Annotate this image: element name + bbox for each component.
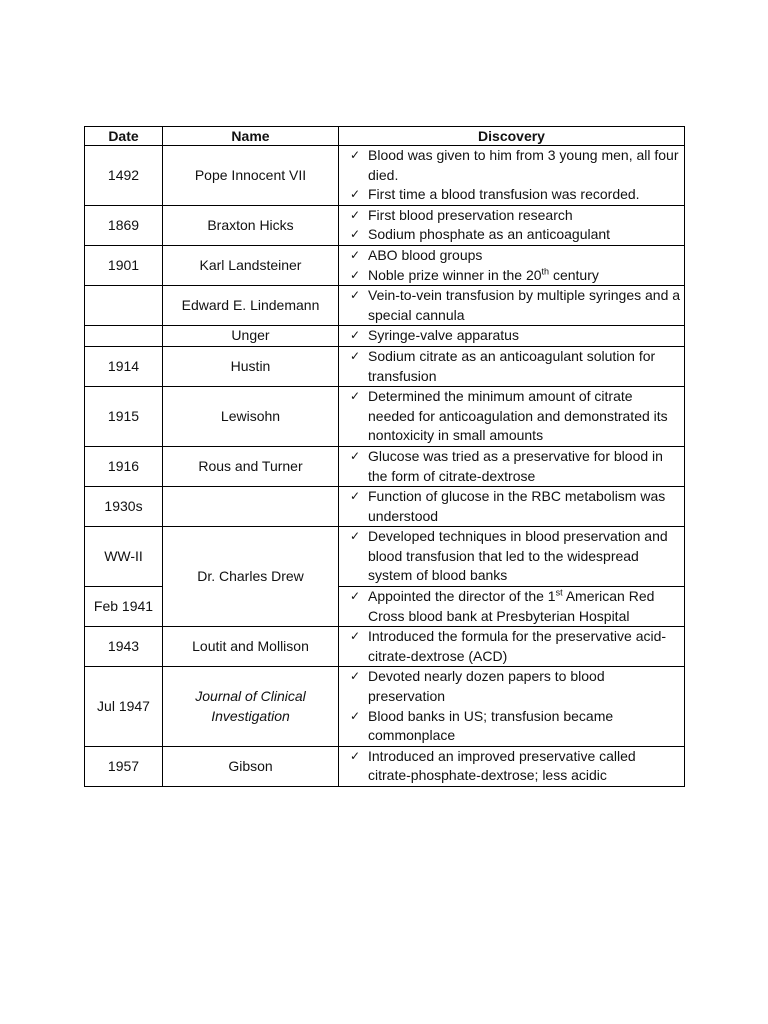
discovery-list [350,487,681,526]
discovery-list [350,326,681,346]
discovery-text: Noble prize winner in the 20 [368,266,542,283]
name-cell: Loutit and Mollison [163,627,339,667]
discovery-item [350,206,681,226]
discovery-text: Blood banks in US; transfusion became commonplace [368,707,614,744]
discovery-cell [339,487,685,527]
discovery-item [350,286,681,325]
table-body [85,146,685,787]
table-row [85,286,685,326]
date-cell [85,326,163,347]
checkmark-icon: ✓ [350,148,361,162]
discovery-list [350,246,681,285]
name-cell: Hustin [163,346,339,386]
discovery-item [350,387,681,446]
date-cell: 1957 [85,746,163,786]
name-cell: Gibson [163,746,339,786]
name-cell: Rous and Turner [163,446,339,486]
discovery-cell [339,205,685,245]
table-row [85,146,685,206]
date-cell: Jul 1947 [85,667,163,746]
blood-transfusion-history-table [84,126,685,787]
table-row [85,746,685,786]
name-cell: Dr. Charles Drew [163,527,339,627]
date-cell: 1915 [85,387,163,447]
table-row [85,387,685,447]
discovery-text: Introduced an improved preservative called citrate-phosphate-dextrose; less acidic [368,747,636,784]
ordinal-suffix: st [555,587,563,598]
discovery-item [350,447,681,486]
checkmark-icon: ✓ [350,187,361,202]
checkmark-icon: ✓ [350,708,361,723]
discovery-cell [339,387,685,447]
discovery-item [350,627,681,666]
discovery-cell [339,667,685,746]
header-discovery: Discovery [339,127,685,146]
name-cell: Journal of Clinical Investigation [163,667,339,746]
checkmark-icon: ✓ [350,328,361,343]
discovery-text: Introduced the formula for the preservative acid-citrate-dextrose (ACD) [368,628,667,664]
discovery-list [350,387,681,446]
discovery-item [350,246,681,266]
name-cell [163,487,339,527]
discovery-text: ABO blood groups [368,246,483,263]
discovery-text: Syringe-valve apparatus [368,327,519,344]
discovery-cell [339,346,685,386]
discovery-item [350,266,681,286]
discovery-text: century [549,266,599,283]
discovery-text: Sodium phosphate as an anticoagulant [368,226,611,243]
date-cell: WW-II [85,527,163,587]
discovery-text: Glucose was tried as a preservative for blood in the form of citrate-dextrose [368,447,663,484]
date-cell: 1916 [85,446,163,486]
checkmark-icon: ✓ [350,748,361,763]
discovery-item [350,587,681,626]
date-cell: 1492 [85,146,163,206]
discovery-text: Appointed the director of the 1 [368,588,556,605]
table-row [85,446,685,486]
table-header-row [85,127,685,146]
discovery-item [350,185,681,205]
discovery-list [350,527,681,586]
checkmark-icon: ✓ [350,669,361,684]
discovery-text: Devoted nearly dozen papers to blood preservation [368,668,605,705]
name-cell: Karl Landsteiner [163,245,339,285]
discovery-item [350,527,681,586]
table-row [85,527,685,587]
checkmark-icon: ✓ [350,529,361,544]
checkmark-icon: ✓ [350,227,361,242]
discovery-item [350,747,681,786]
discovery-list [350,347,681,386]
discovery-cell [339,245,685,285]
checkmark-icon: ✓ [350,448,361,463]
discovery-text: Determined the minimum amount of citrate needed for anticoagulation and demonstrated its nontoxicity in small amounts [368,388,668,444]
checkmark-icon: ✓ [350,247,361,262]
name-cell: Braxton Hicks [163,205,339,245]
discovery-item [350,146,681,185]
discovery-text: Vein-to-vein transfusion by multiple syringes and a special cannula [368,287,681,323]
header-date: Date [85,127,163,146]
discovery-list [350,667,681,745]
discovery-text: American Red Cross blood bank at Presbyterian Hospital [368,588,655,624]
header-name: Name [163,127,339,146]
discovery-list [350,286,681,325]
table-row [85,627,685,667]
discovery-item [350,326,681,346]
discovery-cell [339,146,685,206]
discovery-text: First blood preservation research [368,206,573,223]
table-row [85,667,685,746]
date-cell [85,286,163,326]
discovery-list [350,146,681,205]
checkmark-icon: ✓ [350,207,361,222]
name-cell: Pope Innocent VII [163,146,339,206]
checkmark-icon: ✓ [350,489,361,504]
discovery-cell [339,746,685,786]
discovery-list [350,627,681,666]
discovery-text: Blood was given to him from 3 young men, all four died. [368,147,679,183]
checkmark-icon: ✓ [350,348,361,363]
table-row [85,346,685,386]
discovery-text: Function of glucose in the RBC metabolism was understood [368,488,666,524]
date-cell: 1914 [85,346,163,386]
checkmark-icon: ✓ [350,629,361,644]
checkmark-icon: ✓ [350,267,361,282]
name-cell: Lewisohn [163,387,339,447]
discovery-cell [339,527,685,587]
discovery-item [350,225,681,245]
discovery-cell [339,587,685,627]
discovery-cell [339,326,685,347]
discovery-list [350,587,681,626]
table-row [85,245,685,285]
date-cell: 1869 [85,205,163,245]
discovery-cell [339,286,685,326]
discovery-item [350,707,681,746]
discovery-list [350,747,681,786]
ordinal-suffix: th [541,265,550,276]
checkmark-icon: ✓ [350,589,361,604]
discovery-item [350,487,681,526]
discovery-list [350,447,681,486]
discovery-text: Sodium citrate as an anticoagulant solution for transfusion [368,347,656,384]
date-cell: Feb 1941 [85,587,163,627]
date-cell: 1930s [85,487,163,527]
discovery-item [350,667,681,706]
discovery-text: Developed techniques in blood preservation and blood transfusion that led to the widespread system of blood banks [368,528,668,584]
date-cell: 1943 [85,627,163,667]
checkmark-icon: ✓ [350,389,361,404]
discovery-text: First time a blood transfusion was recorded. [368,186,640,203]
discovery-list [350,206,681,245]
name-cell: Edward E. Lindemann [163,286,339,326]
discovery-cell [339,627,685,667]
table-row [85,326,685,347]
table-row [85,487,685,527]
table-row [85,205,685,245]
checkmark-icon: ✓ [350,288,361,303]
discovery-cell [339,446,685,486]
name-cell: Unger [163,326,339,347]
discovery-item [350,347,681,386]
date-cell: 1901 [85,245,163,285]
